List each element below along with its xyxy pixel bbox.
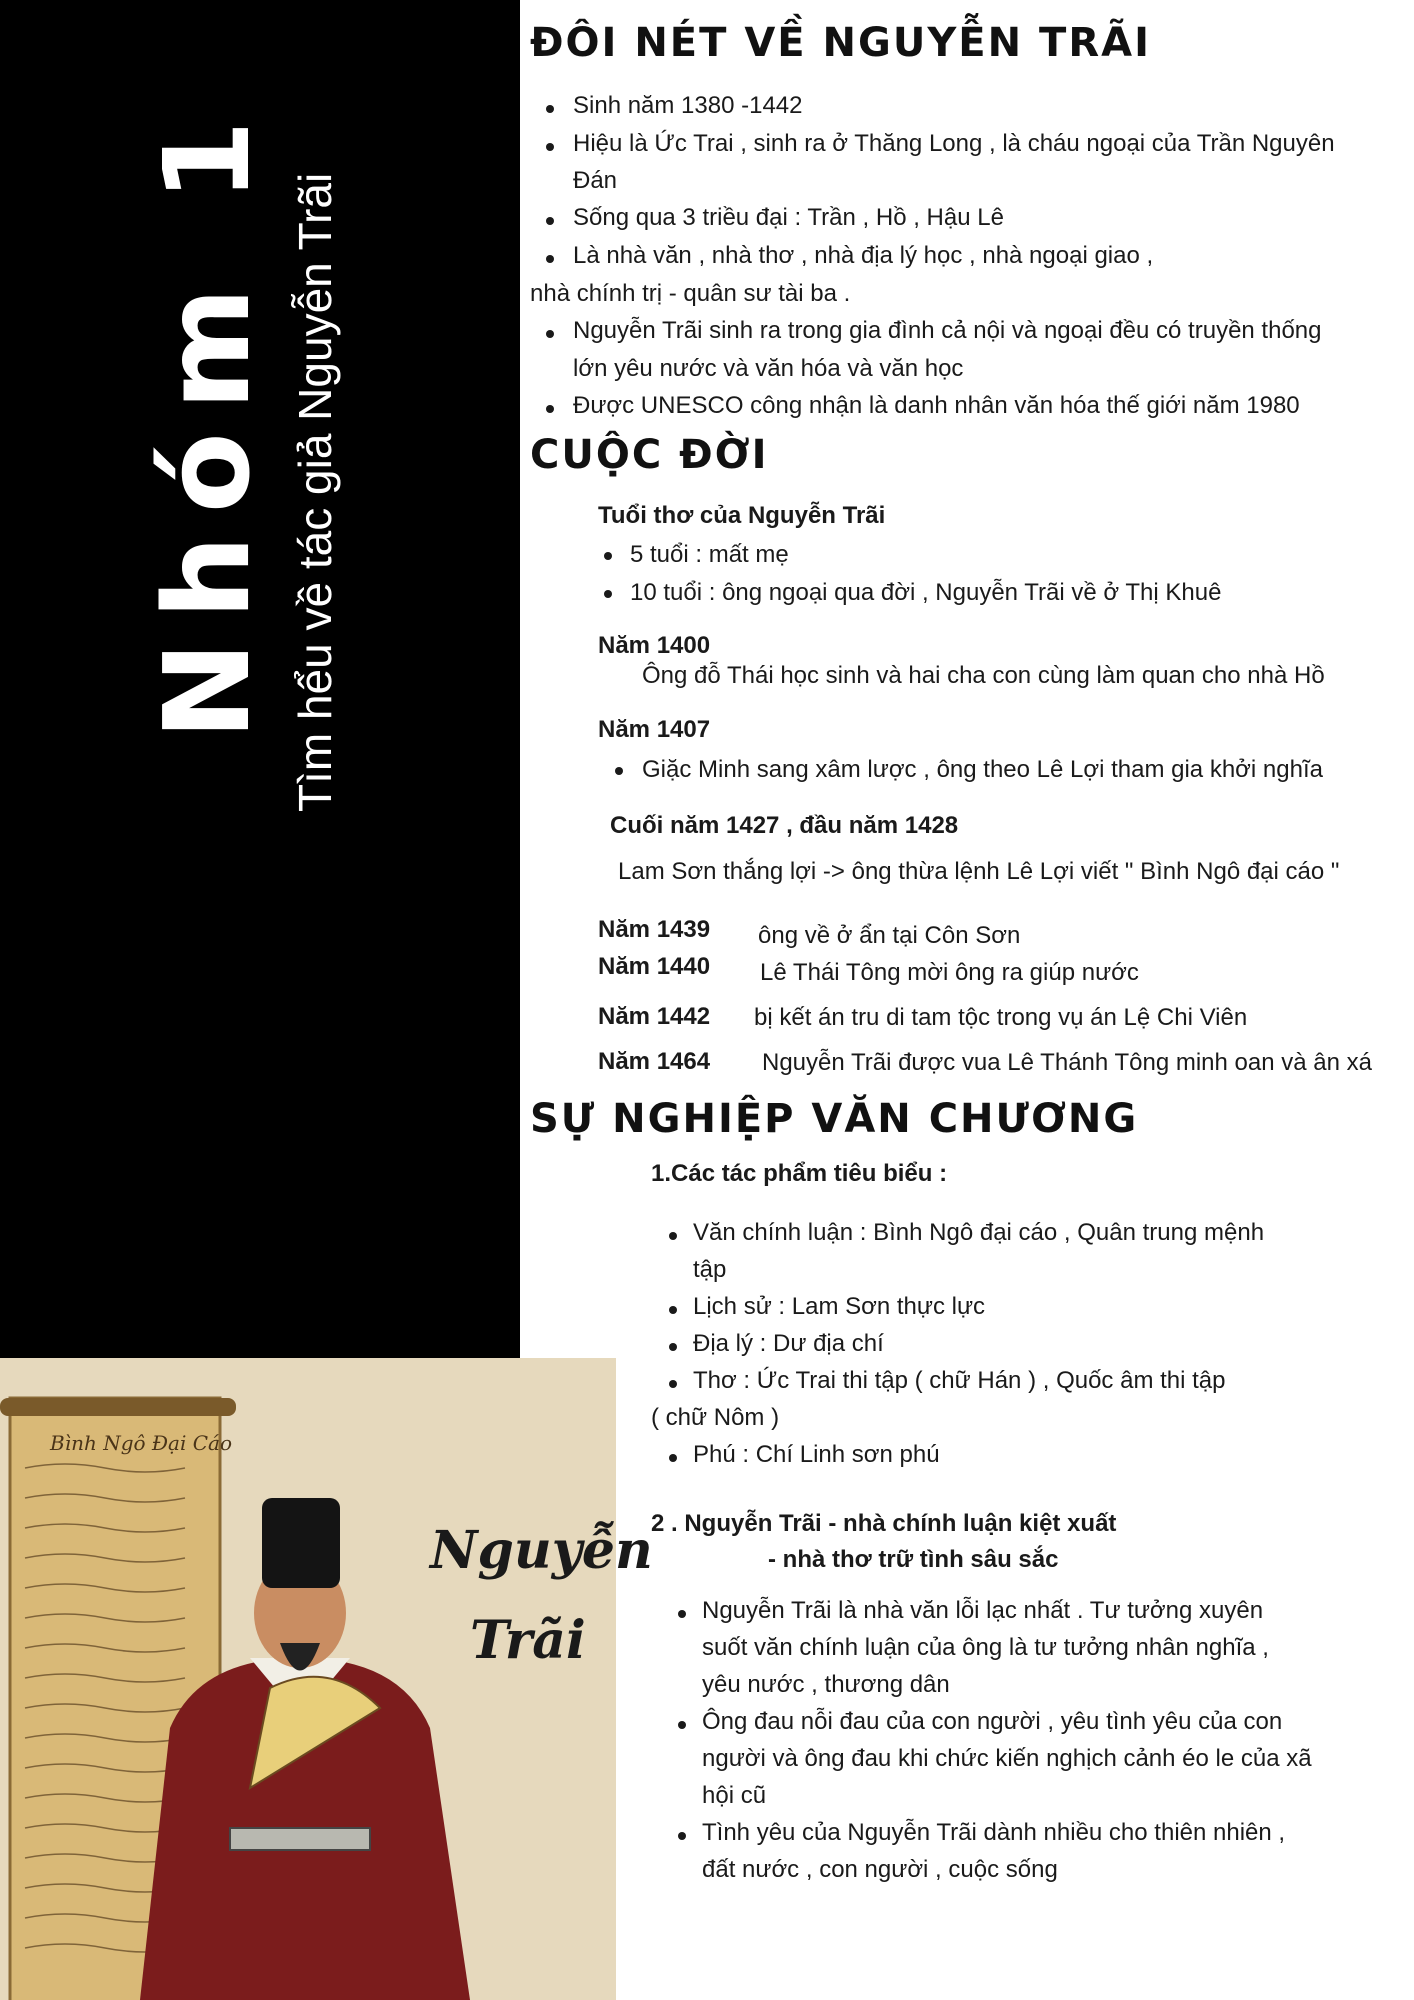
intro-item: Nguyễn Trãi sinh ra trong gia đình cả nội và ngoại đều có truyền thống [573,317,1322,344]
works-item: ( chữ Nôm ) [651,1404,780,1431]
event-year: Năm 1464 [598,1048,711,1075]
works-item: Địa lý : Dư địa chí [693,1330,884,1357]
group-title: Nhóm 1 [138,98,276,740]
works-item: Thơ : Ức Trai thi tập ( chữ Hán ) , Quốc âm thi tập [693,1367,1226,1394]
career-heading: SỰ NGHIỆP VĂN CHƯƠNG [530,1096,1139,1142]
intro-heading: ĐÔI NÉT VỀ NGUYỄN TRÃI [530,20,1151,66]
bullet-dot [546,255,554,263]
bullet-dot [678,1610,686,1618]
role-item: hội cũ [702,1782,767,1809]
intro-item: lớn yêu nước và văn hóa và văn học [573,355,964,382]
childhood-title: Tuổi thơ của Nguyễn Trãi [598,502,886,529]
bullet-dot [604,590,612,598]
year-1400: Năm 1400 [598,632,711,659]
event-text: Nguyễn Trãi được vua Lê Thánh Tông minh oan và ân xá [762,1049,1372,1076]
role-item: người và ông đau khi chức kiến nghịch cảnh éo le của xã [702,1745,1312,1772]
works-item: Phú : Chí Linh sơn phú [693,1441,940,1468]
bullet-dot [546,330,554,338]
role-line2: - nhà thơ trữ tình sâu sắc [768,1546,1059,1573]
bullet-dot [678,1721,686,1729]
year-1427-text: Lam Sơn thắng lợi -> ông thừa lệnh Lê Lợi viết " Bình Ngô đại cáo " [618,858,1340,885]
bullet-dot [615,767,623,775]
bullet-dot [604,552,612,560]
role-item: suốt văn chính luận của ông là tư tưởng nhân nghĩa , [702,1634,1269,1661]
group-subtitle: Tìm hểu về tác giả Nguyễn Trãi [289,172,341,812]
bullet-dot [669,1306,677,1314]
intro-item: Sống qua 3 triều đại : Trần , Hồ , Hậu Lê [573,204,1004,231]
bullet-dot [669,1232,677,1240]
year-1407: Năm 1407 [598,716,711,743]
bullet-dot [546,217,554,225]
role-item: đất nước , con người , cuộc sống [702,1856,1058,1883]
year-1400-text: Ông đỗ Thái học sinh và hai cha con cùng làm quan cho nhà Hồ [642,662,1325,689]
intro-item: Là nhà văn , nhà thơ , nhà địa lý học , nhà ngoại giao , [573,242,1154,269]
childhood-item: 10 tuổi : ông ngoại qua đời , Nguyễn Trãi về ở Thị Khuê [630,579,1222,606]
bullet-dot [669,1380,677,1388]
bullet-dot [546,405,554,413]
bullet-dot [546,105,554,113]
intro-item: Sinh năm 1380 -1442 [573,92,803,119]
portrait-name-line1: Nguyễn [430,1520,653,1581]
event-text: ông về ở ẩn tại Côn Sơn [758,922,1021,949]
intro-item: Được UNESCO công nhận là danh nhân văn hóa thế giới năm 1980 [573,392,1300,419]
life-heading: CUỘC ĐỜI [530,432,769,478]
role-item: Ông đau nỗi đau của con người , yêu tình yêu của con [702,1708,1283,1735]
works-item: Lịch sử : Lam Sơn thực lực [693,1293,986,1320]
event-text: Lê Thái Tông mời ông ra giúp nước [760,959,1139,986]
role-item: Tình yêu của Nguyễn Trãi dành nhiều cho thiên nhiên , [702,1819,1286,1846]
scroll-heading: Bình Ngô Đại Cáo [50,1431,233,1455]
portrait-name-line2: Trãi [470,1610,586,1671]
year-1427: Cuối năm 1427 , đầu năm 1428 [610,812,959,839]
works-item: Văn chính luận : Bình Ngô đại cáo , Quân trung mệnh [693,1219,1265,1246]
role-item: Nguyễn Trãi là nhà văn lỗi lạc nhất . Tư tưởng xuyên [702,1597,1264,1624]
works-title: 1.Các tác phẩm tiêu biểu : [651,1160,948,1187]
bullet-dot [669,1454,677,1462]
event-year: Năm 1439 [598,916,711,943]
childhood-item: 5 tuổi : mất mẹ [630,541,789,568]
event-year: Năm 1442 [598,1003,711,1030]
role-line1: 2 . Nguyễn Trãi - nhà chính luận kiệt xuất [651,1510,1117,1537]
event-text: bị kết án tru di tam tộc trong vụ án Lệ Chi Viên [754,1004,1248,1031]
nguyen-trai-portrait [0,1358,653,2000]
bullet-dot [669,1343,677,1351]
role-item: yêu nước , thương dân [702,1671,950,1698]
bullet-dot [546,143,554,151]
intro-item: Đán [573,167,618,194]
bullet-dot [678,1832,686,1840]
works-item: tập [693,1256,727,1283]
event-year: Năm 1440 [598,953,711,980]
intro-item: Hiệu là Ức Trai , sinh ra ở Thăng Long , là cháu ngoại của Trần Nguyên [573,130,1335,157]
year-1407-text: Giặc Minh sang xâm lược , ông theo Lê Lợi tham gia khởi nghĩa [642,756,1323,783]
intro-item: nhà chính trị - quân sư tài ba . [530,280,851,307]
